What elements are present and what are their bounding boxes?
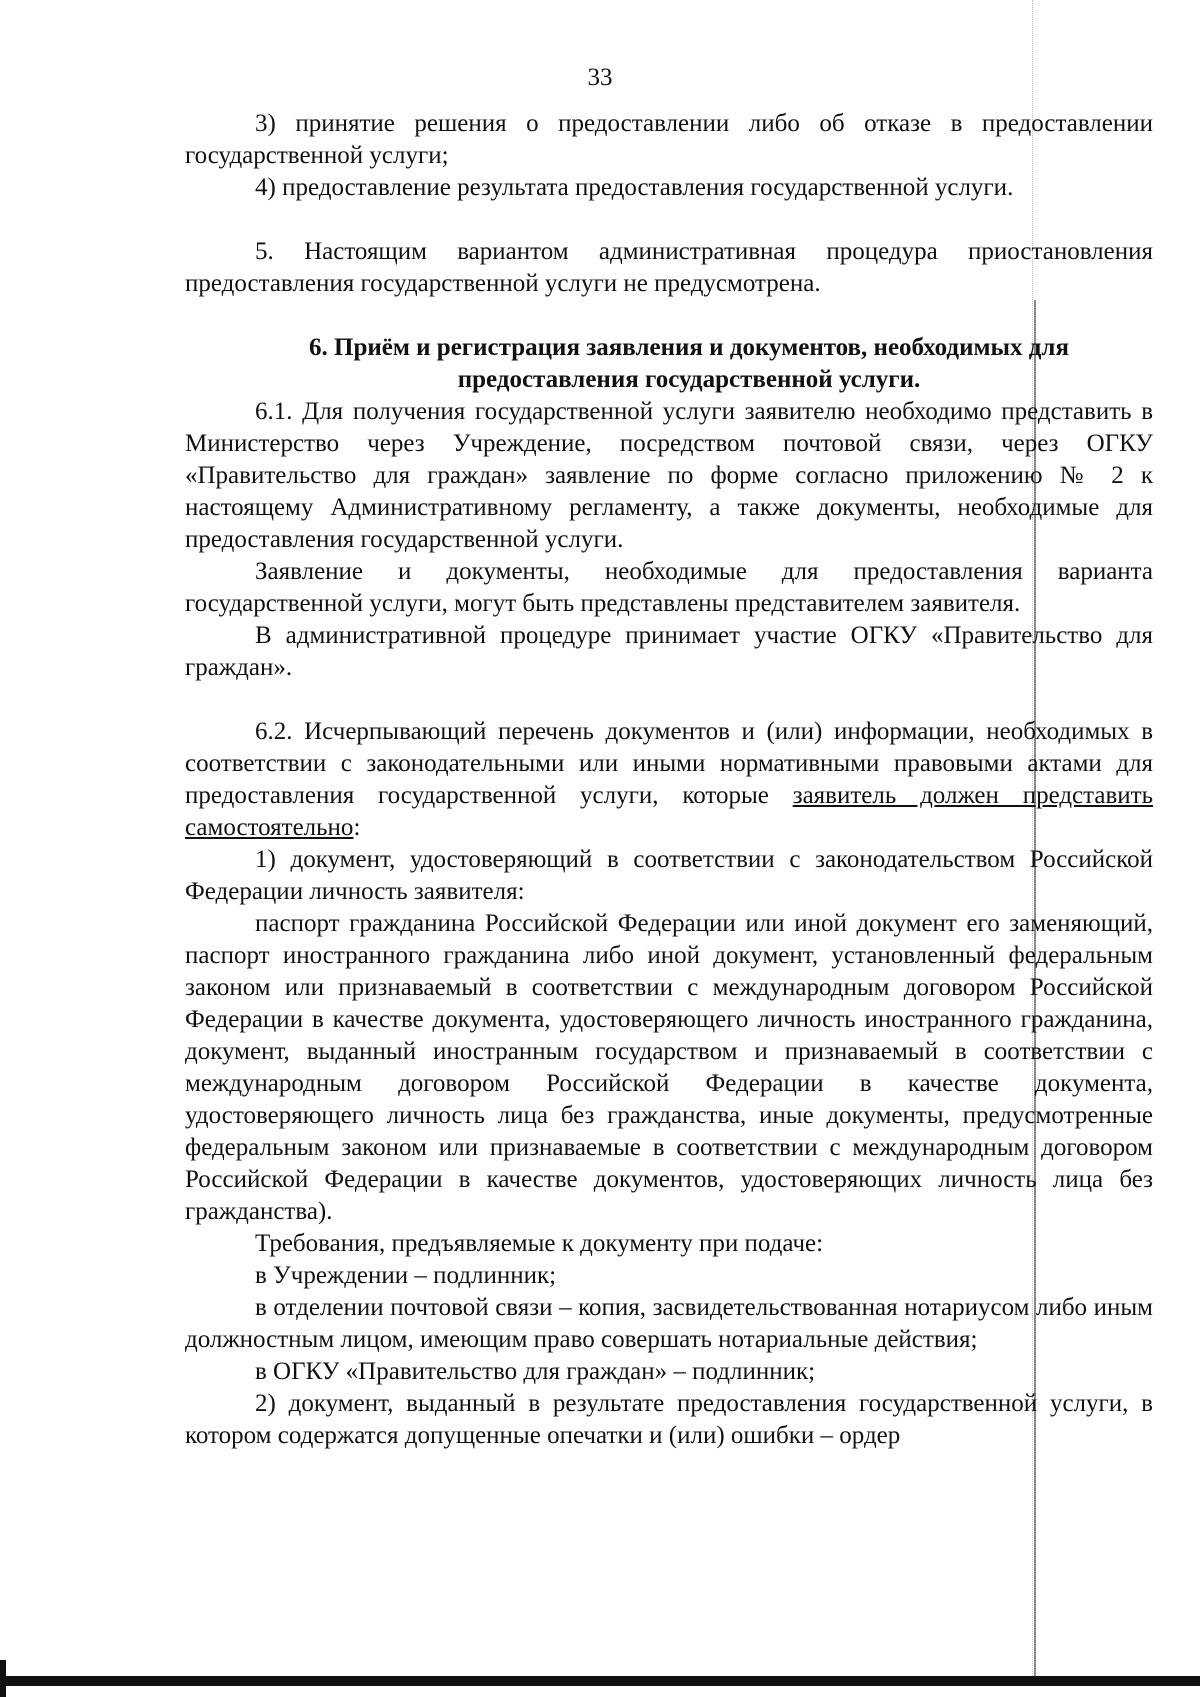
requirement-post: в отделении почтовой связи – копия, засвидетельствованная нотариусом либо иным должностным лицом, имеющим право совершать нотариальные действия; xyxy=(185,1294,1153,1353)
paragraph-item-3: 3) принятие решения о предоставлении либо об отказе в предоставлении государственной услуги; xyxy=(185,110,1153,169)
paragraph-participation: В административной процедуре принимает участие ОГКУ «Правительство для граждан». xyxy=(185,622,1153,681)
list-item-2: 2) документ, выданный в результате предоставления государственной услуги, в котором содержатся допущенные опечатки и (или) ошибки – ордер xyxy=(185,1390,1153,1449)
passport-description: паспорт гражданина Российской Федерации или иной документ его заменяющий, паспорт иностранного гражданина либо иной документ, установленный федеральным законом или признаваемый в соответствии с международным договором Российской Федерации в качестве документа, удостоверяющего личность иностранного гражданина, документ, выданный иностранным государством и признаваемый в соответствии с международным договором Российской Федерации в качестве документа, удостоверяющего личность лица без гражданства, иные документы, предусмотренные федеральным законом или признаваемые в соответствии с международным договором Российской Федерации в качестве документов, удостоверяющих личность лица без гражданства). xyxy=(185,910,1153,1225)
paragraph-6-2-end: : xyxy=(353,814,361,841)
paragraph-6-2 xyxy=(185,716,1153,844)
paragraph-item-4: 4) предоставление результата предоставления государственной услуги. xyxy=(255,174,1014,201)
paragraph-6-1: 6.1. Для получения государственной услуги заявителю необходимо представить в Министерство через Учреждение, посредством почтовой связи, через ОГКУ «Правительство для граждан» заявление по форме согласно приложению № 2 к настоящему Административному регламенту, а также документы, необходимые для предоставления государственной услуги. xyxy=(185,398,1153,553)
list-item-1: 1) документ, удостоверяющий в соответствии с законодательством Российской Федерации личность заявителя: xyxy=(185,846,1153,905)
document-body xyxy=(185,108,1153,1452)
requirement-institution: в Учреждении – подлинник; xyxy=(255,1262,557,1289)
scan-bottom-border xyxy=(0,1676,1200,1686)
requirement-ogku: в ОГКУ «Правительство для граждан» – подлинник; xyxy=(255,1358,816,1385)
underlined-phrase: заявитель должен представить самостоятельно xyxy=(185,782,1153,841)
section-heading: 6. Приём и регистрация заявления и документов, необходимых для предоставления государственной услуги. xyxy=(309,334,1069,393)
paragraph-5: 5. Настоящим вариантом административная процедура приостановления предоставления государственной услуги не предусмотрена. xyxy=(185,238,1153,297)
paragraph-6-2-start: 6.2. Исчерпывающий перечень документов и (или) информации, необходимых в соответствии с законодательными или иными нормативными правовыми актами для предоставления государственной услуги, которые xyxy=(185,718,1153,809)
requirements-intro: Требования, предъявляемые к документу при подаче: xyxy=(255,1230,824,1257)
page-number: 33 xyxy=(587,64,613,91)
paragraph-representative: Заявление и документы, необходимые для предоставления варианта государственной услуги, могут быть представлены представителем заявителя. xyxy=(185,558,1153,617)
